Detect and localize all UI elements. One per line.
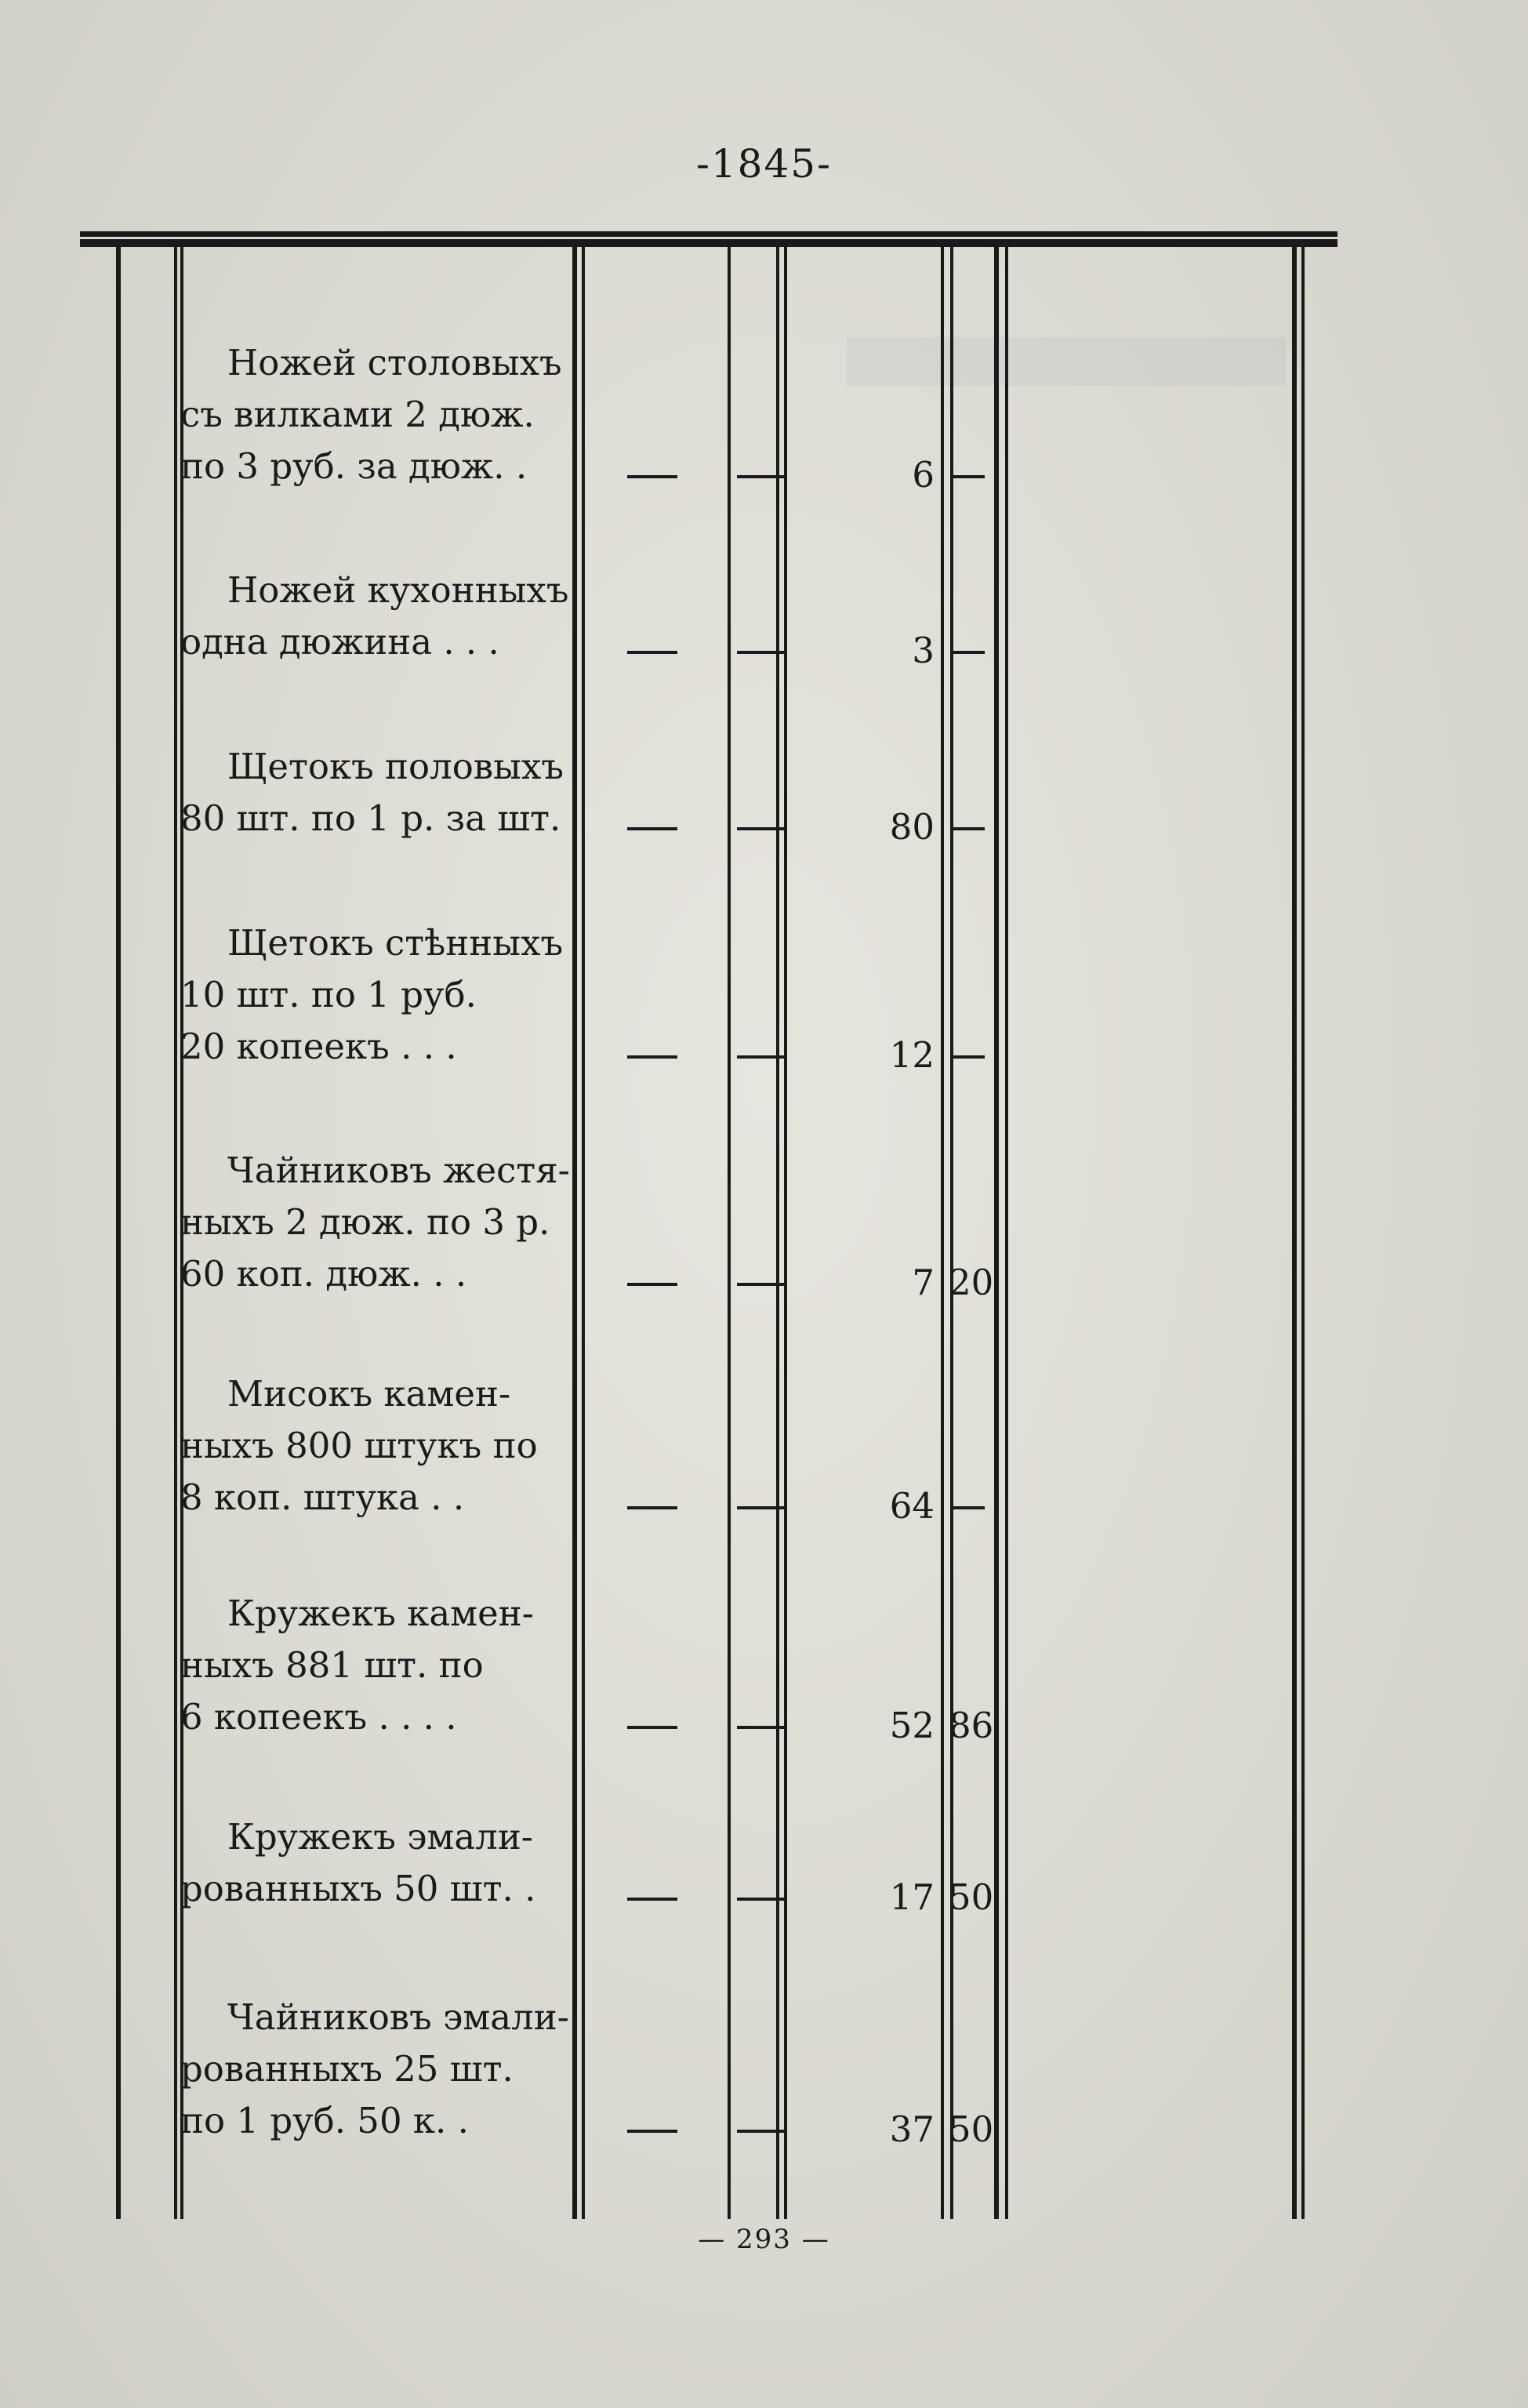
description-line: Кружекъ камен- [227,1593,534,1634]
description-line: Чайниковъ эмали- [227,1996,569,2038]
description-line: Щетокъ стѣнныхъ [227,922,564,964]
description-line: 8 коп. штука . . [180,1476,465,1518]
item-description [180,1992,572,2147]
description-line: 6 копеекъ . . . . [180,1696,457,1738]
rubles-value: 37 [889,2108,935,2150]
empty-cell-dash [627,1506,677,1509]
rubles-value: 6 [912,454,935,496]
ledger-row [180,917,1011,1081]
item-description [180,1145,572,1300]
item-description [180,1368,572,1524]
item-description [180,1588,572,1743]
description-line: ныхъ 2 дюж. по 3 р. [180,1201,550,1243]
rubles-value: 64 [889,1485,935,1527]
empty-cell-dash [737,1283,787,1286]
empty-cell-dash [737,2130,787,2133]
column-rule [174,245,177,2219]
kopecks-value: 86 [949,1705,994,1746]
rubles-value: 12 [889,1034,935,1076]
ledger-row [180,1992,1011,2155]
rubles-value: 52 [889,1705,935,1746]
item-description [180,337,572,492]
description-line: Ножей столовыхъ [227,342,562,383]
ledger-row [180,1588,1011,1751]
ledger-row [180,1368,1011,1531]
empty-cell-dash [737,651,787,654]
column-rule [1301,245,1305,2219]
item-description [180,565,572,668]
description-line: одна дюжина . . . [180,621,499,663]
description-line: 80 шт. по 1 р. за шт. [180,797,561,839]
kopecks-value: 50 [949,1876,994,1918]
description-line: рованныхъ 25 шт. [180,2048,514,2090]
ledger-row [180,741,1011,852]
item-description [180,741,572,844]
description-line: 10 шт. по 1 руб. [180,974,477,1015]
empty-cell-dash [627,475,677,478]
empty-cell-dash [627,2130,677,2133]
description-line: 20 копеекъ . . . [180,1026,457,1067]
kopecks-dash [953,475,985,478]
description-line: по 1 руб. 50 к. . [180,2100,469,2141]
empty-cell-dash [627,1898,677,1901]
rubles-value: 80 [889,806,935,848]
empty-cell-dash [737,1506,787,1509]
description-line: Мисокъ камен- [227,1373,511,1415]
description-line: Чайниковъ жестя- [227,1150,570,1191]
item-description [180,1811,572,1915]
ledger-row [180,565,1011,676]
empty-cell-dash [627,827,677,830]
description-line: по 3 руб. за дюж. . [180,445,528,487]
empty-cell-dash [627,1726,677,1729]
description-line: съ вилками 2 дюж. [180,394,535,435]
rubles-value: 3 [912,630,935,671]
kopecks-dash [953,1506,985,1509]
page-header: -1845- [695,141,833,187]
description-line: Кружекъ эмали- [227,1816,534,1858]
column-rule [1292,245,1297,2219]
empty-cell-dash [627,651,677,654]
description-line: рованныхъ 50 шт. . [180,1868,536,1909]
empty-cell-dash [627,1283,677,1286]
empty-cell-dash [737,1055,787,1059]
description-line: 60 коп. дюж. . . [180,1253,467,1295]
item-description [180,917,572,1073]
rubles-value: 7 [912,1262,935,1303]
description-line: ныхъ 800 штукъ по [180,1425,538,1466]
page-footer: — 293 — [698,2224,830,2255]
empty-cell-dash [627,1055,677,1059]
kopecks-dash [953,651,985,654]
kopecks-dash [953,827,985,830]
ledger-row [180,1145,1011,1308]
rubles-value: 17 [889,1876,935,1918]
description-line: ныхъ 881 шт. по [180,1644,484,1686]
empty-cell-dash [737,475,787,478]
ledger-row [180,1811,1011,1923]
description-line: Ножей кухонныхъ [227,569,569,611]
ledger-row [180,337,1011,500]
kopecks-value: 50 [949,2108,994,2150]
kopecks-value: 20 [949,1262,994,1303]
empty-cell-dash [737,1898,787,1901]
column-rule [116,245,121,2219]
top-rule [80,231,1337,247]
kopecks-dash [953,1055,985,1059]
empty-cell-dash [737,1726,787,1729]
description-line: Щетокъ половыхъ [227,746,564,787]
empty-cell-dash [737,827,787,830]
